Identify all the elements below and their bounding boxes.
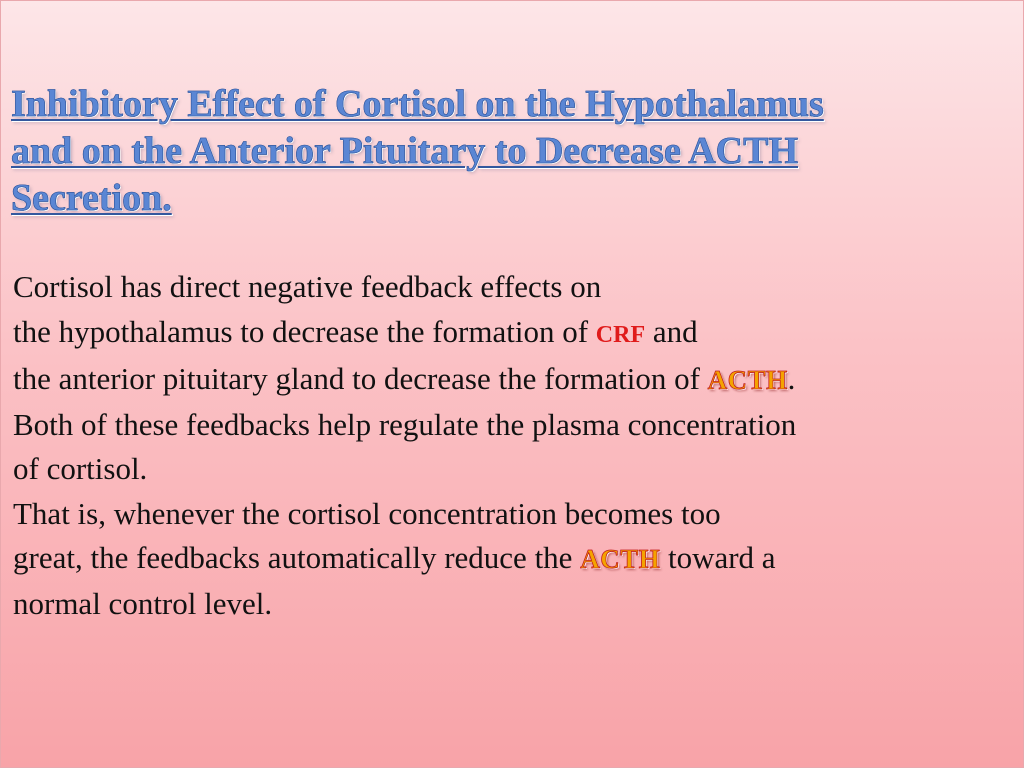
title-line-1: Inhibitory Effect of Cortisol on the Hypothalamus — [11, 83, 824, 125]
slide-title — [11, 81, 1011, 222]
body-line-3 — [13, 357, 1019, 403]
body-line-5: of cortisol. — [13, 451, 148, 486]
title-line-3: Secretion. — [11, 177, 172, 219]
body-line-1: Cortisol has direct negative feedback effects on — [13, 269, 602, 304]
body-line-7-text: great, the feedbacks automatically reduce the — [13, 540, 581, 575]
body-line-7-tail: toward a — [660, 540, 776, 575]
crf-highlight: CRF — [595, 321, 646, 348]
body-line-2-tail: and — [645, 313, 698, 349]
body-line-8: normal control level. — [13, 585, 273, 621]
slide-body — [13, 265, 1019, 626]
acth-highlight: ACTH — [580, 544, 661, 574]
body-line-4: Both of these feedbacks help regulate the plasma concentration — [13, 406, 797, 442]
body-line-2-text: the hypothalamus to decrease the formation of — [13, 313, 596, 349]
body-line-3-text: the anterior pituitary gland to decrease the formation of — [13, 361, 708, 396]
body-line-2 — [13, 310, 1019, 358]
acth-highlight: ACTH — [707, 365, 788, 395]
body-line-6: That is, whenever the cortisol concentration becomes too — [13, 495, 721, 531]
body-line-7 — [13, 536, 1019, 582]
body-line-3-tail: . — [787, 361, 796, 396]
title-line-2: and on the Anterior Pituitary to Decrease ACTH — [11, 130, 799, 172]
